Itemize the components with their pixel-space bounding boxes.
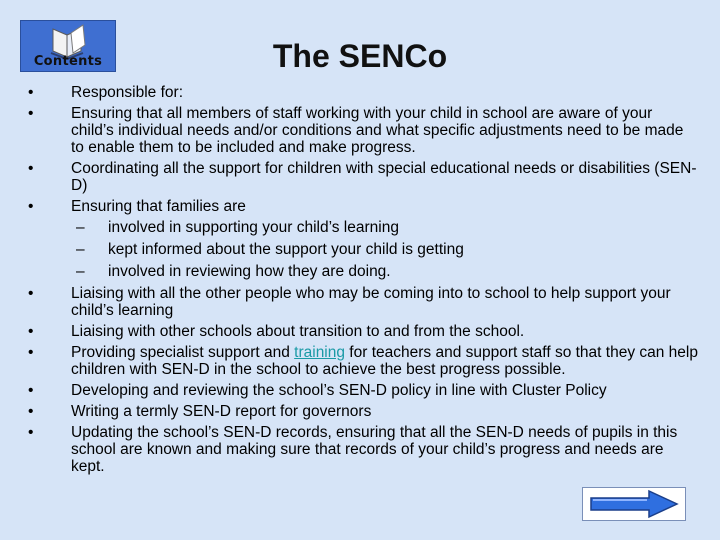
list-item [28, 403, 698, 420]
list-item [28, 424, 698, 475]
sub-list-item [71, 263, 698, 280]
list-item-text: Providing specialist support and [71, 344, 295, 361]
list-item [28, 84, 698, 101]
right-arrow-icon [583, 488, 685, 520]
list-item-text: Responsible for: [71, 84, 184, 101]
list-item [28, 285, 698, 319]
list-item-text: Updating the school’s SEN-D records, ensuring that all the SEN-D needs of pupils in this school are known and making sure that records of your child’s progress and needs are kept. [71, 424, 678, 475]
list-item [28, 344, 698, 378]
dash-marker: – [76, 219, 85, 236]
bullet-marker: • [28, 344, 34, 361]
page-title: The SENCo [272, 38, 448, 74]
responsibilities-list [28, 84, 698, 479]
sub-list-item-text: kept informed about the support your child is getting [108, 241, 464, 258]
bullet-marker: • [28, 198, 34, 215]
bullet-marker: • [28, 285, 34, 302]
bullet-marker: • [28, 403, 34, 420]
sub-list-item [71, 241, 698, 258]
list-item-text: Liaising with all the other people who may be coming into to school to help support your child’s learning [71, 285, 671, 319]
sub-list [71, 219, 698, 280]
list-item [28, 198, 698, 280]
dash-marker: – [76, 263, 85, 280]
list-item-text: Ensuring that all members of staff working with your child in school are aware of your child’s individual needs and/or conditions and what specific adjustments need to be made to enable them to be included and make progress. [71, 105, 684, 156]
list-item-text: Writing a termly SEN-D report for governors [71, 403, 372, 420]
list-item [28, 382, 698, 399]
list-item [28, 323, 698, 340]
dash-marker: – [76, 241, 85, 258]
bullet-marker: • [28, 84, 34, 101]
contents-label: Contents [33, 54, 103, 69]
list-item-text: Developing and reviewing the school’s SEN-D policy in line with Cluster Policy [71, 382, 607, 399]
sub-list-item-text: involved in reviewing how they are doing. [108, 263, 391, 280]
training-link[interactable]: training [294, 344, 345, 361]
sub-list-item-text: involved in supporting your child’s learning [108, 219, 399, 236]
list-item-text: for teachers and support staff so that they can help children with SEN-D in the school to achieve the best progress possible. [71, 344, 698, 378]
bullet-marker: • [28, 160, 34, 177]
list-item [28, 105, 698, 156]
list-item [28, 160, 698, 194]
next-button[interactable] [582, 487, 686, 521]
contents-button[interactable] [20, 20, 116, 72]
bullet-marker: • [28, 323, 34, 340]
list-item-text: Liaising with other schools about transition to and from the school. [71, 323, 525, 340]
sub-list-item [71, 219, 698, 236]
list-item-text: Ensuring that families are [71, 198, 246, 215]
bullet-marker: • [28, 424, 34, 441]
list-item-text: Coordinating all the support for children with special educational needs or disabilities (SEN-D) [71, 160, 697, 194]
bullet-marker: • [28, 105, 34, 122]
bullet-marker: • [28, 382, 34, 399]
